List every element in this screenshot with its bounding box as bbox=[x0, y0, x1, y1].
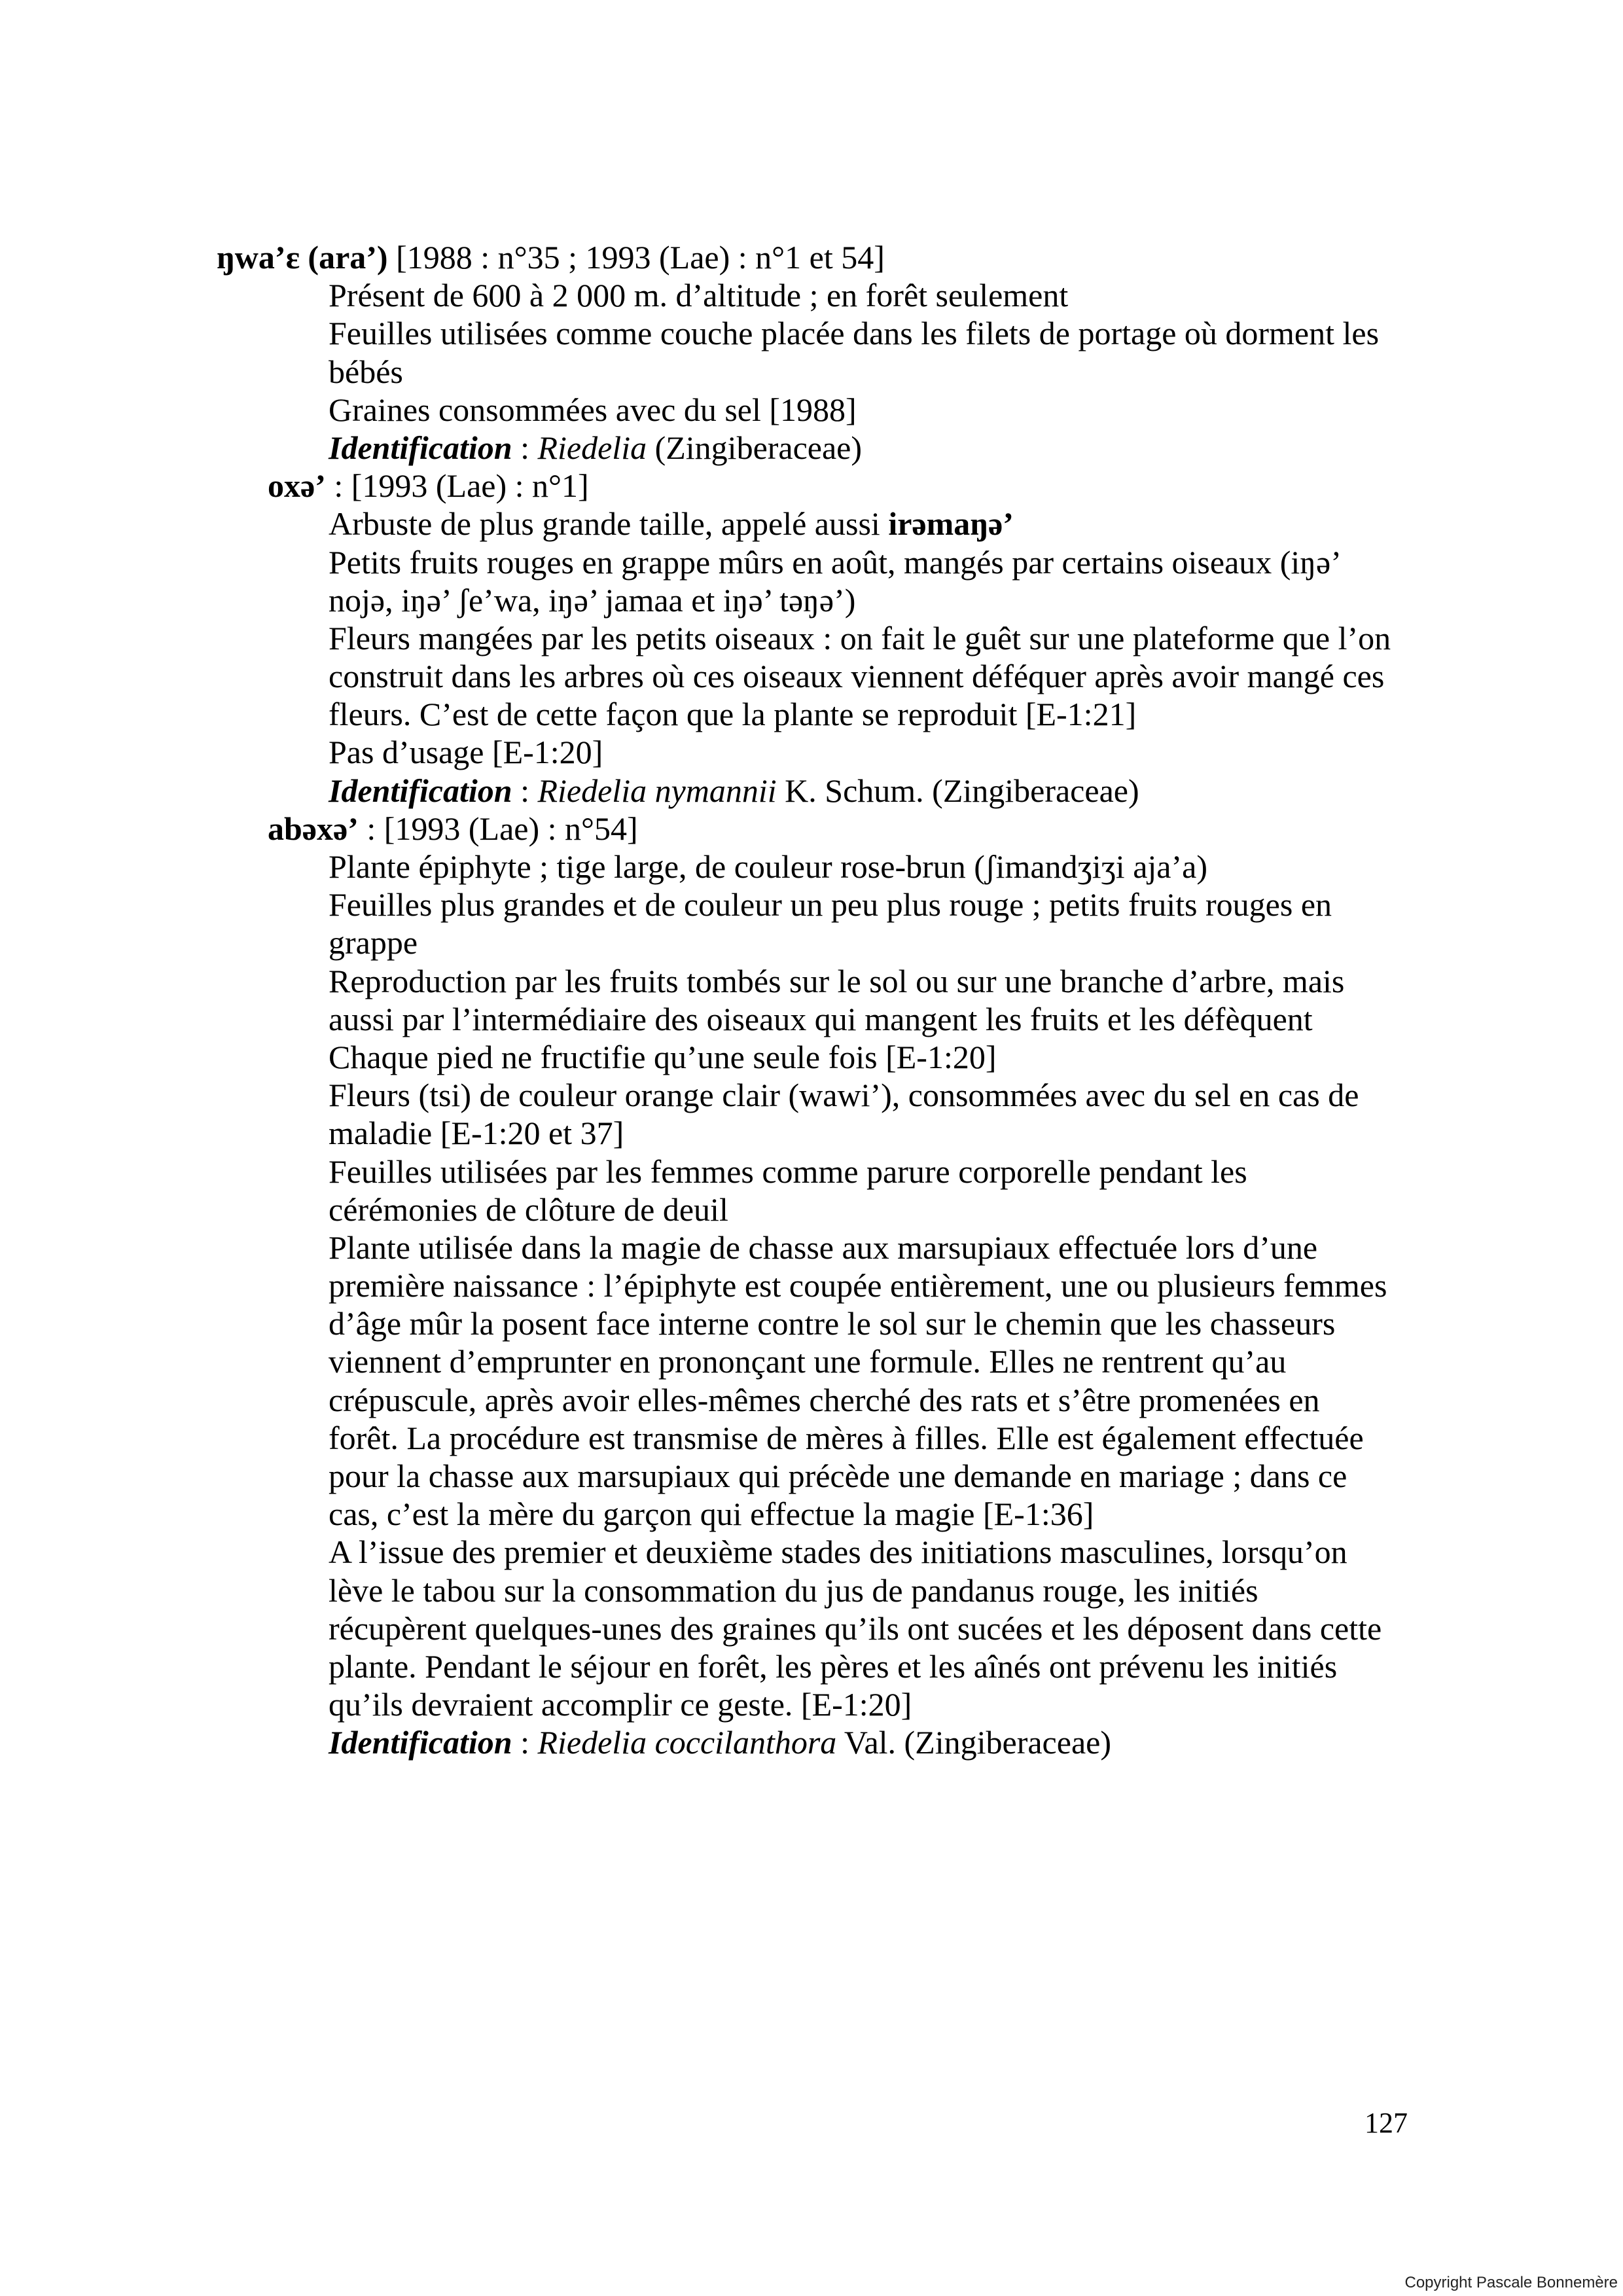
page-number: 127 bbox=[1364, 2107, 1408, 2139]
text-segment: Fleurs (tsi) de couleur orange clair (wawi’), consommées avec du sel en cas de bbox=[329, 1077, 1359, 1114]
entry-text-line bbox=[0, 276, 1623, 314]
text-segment: crépuscule, après avoir elles-mêmes cherché des rats et s’être promenées en bbox=[329, 1381, 1320, 1418]
text-segment: K. Schum. (Zingiberaceae) bbox=[776, 772, 1139, 809]
text-segment: A l’issue des premier et deuxième stades des initiations masculines, lorsqu’on bbox=[329, 1534, 1347, 1571]
identification-label: Identification bbox=[329, 429, 512, 466]
text-segment: (Zingiberaceae) bbox=[647, 429, 863, 466]
entry-text-line bbox=[0, 886, 1623, 924]
text-segment: qu’ils devraient accomplir ce geste. [E-1:20] bbox=[329, 1686, 912, 1723]
text-segment: lève le tabou sur la consommation du jus de pandanus rouge, les initiés bbox=[329, 1571, 1258, 1609]
identification-label: Identification bbox=[329, 772, 512, 809]
entry-text-line bbox=[0, 505, 1623, 543]
species-name: Riedelia nymannii bbox=[537, 772, 777, 809]
text-segment: : bbox=[512, 1724, 538, 1761]
entry-text-line bbox=[0, 1609, 1623, 1647]
entry-text-line bbox=[0, 1685, 1623, 1723]
entry-text-line bbox=[0, 1000, 1623, 1038]
text-segment: Reproduction par les fruits tombés sur le sol ou sur une branche d’arbre, mais bbox=[329, 962, 1345, 999]
entry-text-line bbox=[0, 733, 1623, 771]
entry-text-line bbox=[0, 1457, 1623, 1495]
text-segment: pour la chasse aux marsupiaux qui précède une demande en mariage ; dans ce bbox=[329, 1458, 1347, 1494]
text-segment: Feuilles utilisées comme couche placée dans les filets de portage où dorment les bbox=[329, 315, 1380, 352]
entry-text-line bbox=[0, 962, 1623, 1000]
entry-text-line bbox=[0, 1381, 1623, 1419]
entry-text-line bbox=[0, 314, 1623, 352]
entry-text-line bbox=[0, 1342, 1623, 1380]
dictionary-entries bbox=[0, 238, 1623, 1762]
text-segment: construit dans les arbres où ces oiseaux viennent déféquer après avoir mangé ces bbox=[329, 658, 1385, 695]
text-segment: Val. (Zingiberaceae) bbox=[836, 1724, 1111, 1761]
text-segment: : [1993 (Lae) : n°54] bbox=[358, 810, 638, 847]
entry-text-line bbox=[0, 695, 1623, 733]
headword: irəmaŋə’ bbox=[888, 505, 1014, 543]
entry-text-line bbox=[0, 619, 1623, 657]
entry-text-line bbox=[0, 1114, 1623, 1152]
text-segment: aussi par l’intermédiaire des oiseaux qui mangent les fruits et les défèquent bbox=[329, 1000, 1313, 1037]
text-segment: [1988 : n°35 ; 1993 (Lae) : n°1 et 54] bbox=[387, 239, 885, 276]
entry-text-line bbox=[0, 1647, 1623, 1685]
text-segment: grappe bbox=[329, 924, 418, 961]
entry-text-line bbox=[0, 1419, 1623, 1457]
text-segment: cas, c’est la mère du garçon qui effectue la magie [E-1:36] bbox=[329, 1496, 1094, 1533]
text-segment: d’âge mûr la posent face interne contre le sol sur le chemin que les chasseurs bbox=[329, 1305, 1336, 1342]
entry-text-line bbox=[0, 1191, 1623, 1229]
subentry-headword-line bbox=[0, 467, 1623, 505]
entry-text-line bbox=[0, 581, 1623, 619]
subentry-headword-line bbox=[0, 810, 1623, 848]
identification-label: Identification bbox=[329, 1724, 512, 1761]
text-segment: Petits fruits rouges en grappe mûrs en août, mangés par certains oiseaux (iŋə’ bbox=[329, 543, 1342, 581]
entry-text-line bbox=[0, 429, 1623, 467]
text-segment: nojə, iŋə’ ʃe’wa, iŋə’ jamaa et iŋə’ təŋə’) bbox=[329, 581, 856, 619]
text-segment: Feuilles utilisées par les femmes comme parure corporelle pendant les bbox=[329, 1153, 1247, 1190]
text-segment: : bbox=[512, 772, 538, 809]
text-segment: Fleurs mangées par les petits oiseaux : on fait le guêt sur une plateforme que l’on bbox=[329, 619, 1391, 656]
entry-text-line bbox=[0, 1723, 1623, 1761]
text-segment: Chaque pied ne fructifie qu’une seule fois [E-1:20] bbox=[329, 1038, 997, 1075]
text-segment: récupèrent quelques-unes des graines qu’ils ont sucées et les déposent dans cette bbox=[329, 1609, 1382, 1647]
entry-text-line bbox=[0, 657, 1623, 695]
entry-text-line bbox=[0, 1533, 1623, 1571]
text-segment: maladie [E-1:20 et 37] bbox=[329, 1115, 624, 1152]
entry-text-line bbox=[0, 772, 1623, 810]
text-segment: Graines consommées avec du sel [1988] bbox=[329, 391, 857, 428]
text-segment: Plante utilisée dans la magie de chasse aux marsupiaux effectuée lors d’une bbox=[329, 1229, 1318, 1266]
entry-text-line bbox=[0, 848, 1623, 886]
entry-text-line bbox=[0, 1571, 1623, 1609]
entry-text-line bbox=[0, 924, 1623, 961]
entry-text-line bbox=[0, 1304, 1623, 1342]
headword: abəxə’ bbox=[268, 810, 359, 847]
text-segment: Plante épiphyte ; tige large, de couleur rose-brun (ʃimandʒiʒi aja’a) bbox=[329, 848, 1207, 885]
headword: ŋwa’ɛ (ara’) bbox=[217, 239, 388, 276]
entry-text-line bbox=[0, 1153, 1623, 1191]
entry-headword-line bbox=[0, 238, 1623, 276]
text-segment: Arbuste de plus grande taille, appelé aussi bbox=[329, 505, 889, 543]
entry-text-line bbox=[0, 1229, 1623, 1266]
entry-text-line bbox=[0, 1076, 1623, 1114]
text-segment: viennent d’emprunter en prononçant une formule. Elles ne rentrent qu’au bbox=[329, 1343, 1287, 1380]
copyright-notice: Copyright Pascale Bonnemère bbox=[1404, 2274, 1618, 2291]
text-segment: première naissance : l’épiphyte est coupée entièrement, une ou plusieurs femmes bbox=[329, 1267, 1387, 1304]
text-segment: bébés bbox=[329, 353, 403, 390]
entry-text-line bbox=[0, 391, 1623, 429]
text-segment: forêt. La procédure est transmise de mères à filles. Elle est également effectuée bbox=[329, 1419, 1364, 1456]
entry-text-line bbox=[0, 543, 1623, 581]
species-name: Riedelia bbox=[537, 429, 647, 466]
entry-text-line bbox=[0, 1495, 1623, 1533]
text-segment: Présent de 600 à 2 000 m. d’altitude ; en forêt seulement bbox=[329, 277, 1069, 314]
headword: oxə’ bbox=[268, 467, 326, 505]
text-segment: fleurs. C’est de cette façon que la plante se reproduit [E-1:21] bbox=[329, 696, 1137, 733]
text-segment: : bbox=[512, 429, 538, 466]
entry-text-line bbox=[0, 1266, 1623, 1304]
text-segment: Feuilles plus grandes et de couleur un peu plus rouge ; petits fruits rouges en bbox=[329, 886, 1332, 924]
entry-text-line bbox=[0, 353, 1623, 391]
text-segment: : [1993 (Lae) : n°1] bbox=[325, 467, 589, 505]
text-segment: cérémonies de clôture de deuil bbox=[329, 1191, 728, 1228]
text-segment: Pas d’usage [E-1:20] bbox=[329, 734, 603, 771]
entry-text-line bbox=[0, 1038, 1623, 1076]
text-segment: plante. Pendant le séjour en forêt, les pères et les aînés ont prévenu les initiés bbox=[329, 1647, 1338, 1685]
species-name: Riedelia coccilanthora bbox=[537, 1724, 837, 1761]
